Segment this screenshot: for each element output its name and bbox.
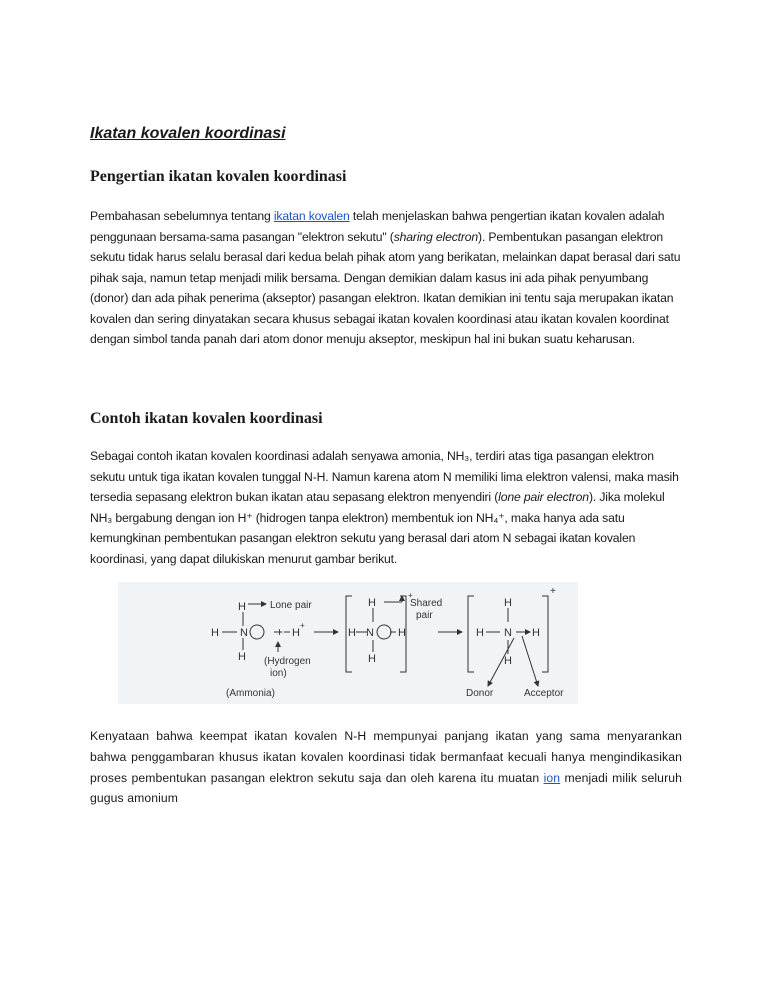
svg-text:H: H <box>398 627 406 639</box>
svg-text:Acceptor: Acceptor <box>524 688 564 699</box>
svg-text:N: N <box>366 627 374 639</box>
page-title: Ikatan kovalen koordinasi <box>90 125 286 142</box>
section-heading-pengertian: Pengertian ikatan kovalen koordinasi <box>90 168 347 185</box>
svg-text:H: H <box>368 597 376 609</box>
svg-text:ion): ion) <box>270 668 287 679</box>
section-heading-contoh: Contoh ikatan kovalen koordinasi <box>90 410 323 427</box>
svg-text:+: + <box>550 586 556 597</box>
svg-text:H: H <box>238 651 246 663</box>
svg-text:N: N <box>240 627 248 639</box>
svg-text:N: N <box>504 627 512 639</box>
svg-text:+: + <box>408 591 413 600</box>
svg-text:H: H <box>368 653 376 665</box>
paragraph-pengertian: Pembahasan sebelumnya tentang ikatan kovalen telah menjelaskan bahwa pengertian ikatan kovalen adalah penggunaan bersama-sama pasangan "elektron sekutu" (sharing electron). Pembentukan pasangan elektron sekutu tidak harus selalu berasal dari kedua belah pihak atom yang berikatan, melainkan dapat berasal dari satu pihak saja, namun tetap menjadi milik bersama. Dengan demikian dalam kasus ini ada pihak penyumbang (donor) dan ada pihak penerima (akseptor) pasangan elektron. Ikatan demikian ini tentu saja merupakan ikatan kovalen dan sering dinyatakan secara khusus sebagai ikatan kovalen koordinasi atau ikatan kovalen koordinat dengan simbol tanda panah dari atom donor menuju akseptor, meskipun hal ini bukan suatu keharusan. <box>90 209 681 346</box>
svg-text:Donor: Donor <box>466 688 494 699</box>
svg-text:H: H <box>504 655 512 667</box>
svg-text:pair: pair <box>416 610 433 621</box>
svg-text:Lone pair: Lone pair <box>270 600 312 611</box>
svg-text:H: H <box>238 601 246 613</box>
link-ikatan-kovalen[interactable]: ikatan kovalen <box>273 209 350 223</box>
svg-text:+: + <box>300 621 305 630</box>
svg-text:Shared: Shared <box>410 598 443 609</box>
svg-text:H: H <box>476 627 484 639</box>
svg-text:(Ammonia): (Ammonia) <box>226 688 275 699</box>
svg-text:H: H <box>292 627 300 639</box>
paragraph-kenyataan: Kenyataan bahwa keempat ikatan kovalen N-H mempunyai panjang ikatan yang sama menyarankan bahwa penggambaran khusus ikatan kovalen koordinasi tidak bermanfaat kecuali hanya mengindikasikan proses pembentukan pasangan elektron sekutu saja dan oleh karena itu muatan ion menjadi milik seluruh gugus amonium <box>90 729 682 806</box>
svg-text:+: + <box>276 625 284 639</box>
link-ion[interactable]: ion <box>543 770 561 785</box>
svg-text:H: H <box>211 627 219 639</box>
svg-text:H: H <box>532 627 540 639</box>
diagram-svg <box>118 582 578 704</box>
paragraph-contoh: Sebagai contoh ikatan kovalen koordinasi adalah senyawa amonia, NH₃, terdiri atas tiga pasangan elektron sekutu untuk tiga ikatan kovalen tunggal N-H. Namun karena atom N memiliki lima elektron valensi, maka masih tersedia sepasang elektron bukan ikatan atau sepasang elektron menyendiri (lone pair electron). Jika molekul NH₃ bergabung dengan ion H⁺ (hidrogen tanpa elektron) membentuk ion NH₄⁺, maka hanya ada satu kemungkinan pembentukan pasangan elektron sekutu yang berasal dari atom N sebagai ikatan kovalen koordinasi, yang dapat dilukiskan menurut gambar berikut. <box>90 449 679 566</box>
svg-text:H: H <box>348 627 356 639</box>
svg-text:(Hydrogen: (Hydrogen <box>264 656 311 667</box>
ammonium-formation-diagram <box>118 582 578 704</box>
svg-text:H: H <box>504 597 512 609</box>
